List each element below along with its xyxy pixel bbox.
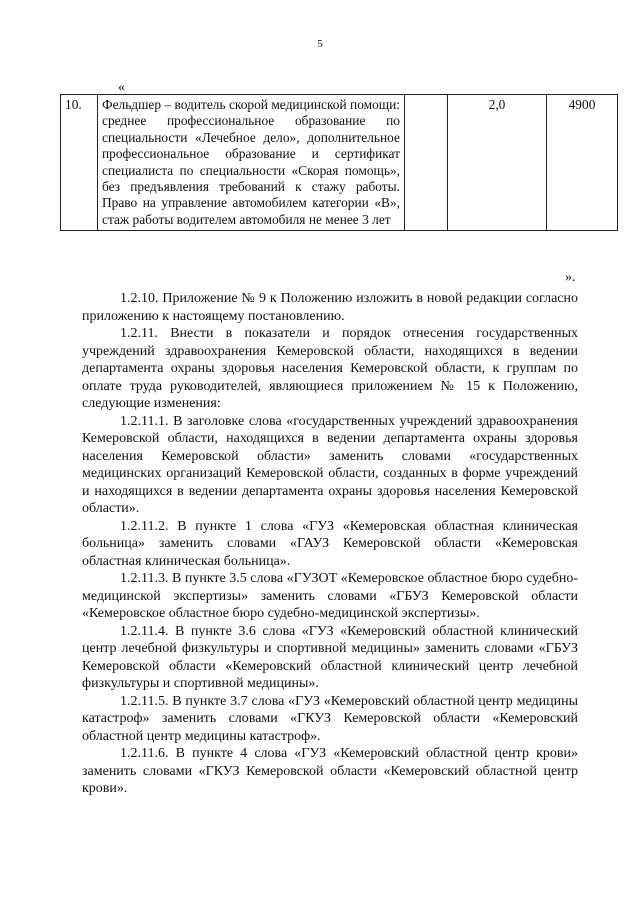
document-body — [82, 290, 578, 798]
paragraph-1-2-10: 1.2.10. Приложение № 9 к Положению изложить в новой редакции согласно приложению к настоящему постановлению. — [82, 291, 578, 324]
position-description-cell: Фельдшер – водитель скорой медицинской помощи: среднее профессиональное образование по специальности «Лечебное дело», дополнительное профессиональное образование и сертификат специалиста по специальности «Скорая помощь», без предъявления требований к стажу работы. Право на управление автомобилем категории «В», стаж работы водителем автомобиля не менее 3 лет — [98, 95, 405, 231]
salary-cell: 4900 — [547, 95, 618, 231]
paragraph-1-2-11-4: 1.2.11.4. В пункте 3.6 слова «ГУЗ «Кемеровский областной клинический центр лечебной физкультуры и спортивной медицины» заменить словами «ГБУЗ Кемеровской области «Кемеровский областной клинический центр лечебной физкультуры и спортивной медицины». — [82, 623, 578, 691]
empty-cell — [405, 95, 448, 231]
table-row — [61, 95, 618, 231]
paragraph-1-2-11-6: 1.2.11.6. В пункте 4 слова «ГУЗ «Кемеровский областной центр крови» заменить словами «ГКУЗ Кемеровской области «Кемеровский областной центр крови». — [82, 746, 578, 796]
paragraph-1-2-11-2: 1.2.11.2. В пункте 1 слова «ГУЗ «Кемеровская областная клиническая больница» заменить словами «ГАУЗ Кемеровской области «Кемеровская областная клиническая больница». — [82, 518, 578, 569]
qualification-table — [60, 94, 618, 231]
row-number-cell: 10. — [61, 95, 98, 231]
paragraph-1-2-11: 1.2.11. Внести в показатели и порядок отнесения государственных учреждений здравоохранения Кемеровской области, находящихся в ведении департамента охраны здоровья населения Кемеровской области, к группам по оплате труда руководителей, являющиеся приложением № 15 к Положению, следующие изменения: — [82, 326, 578, 411]
coefficient-cell: 2,0 — [448, 95, 547, 231]
page-number: 5 — [317, 38, 323, 50]
closing-quote-mark: ». — [565, 270, 576, 285]
paragraph-1-2-11-3: 1.2.11.3. В пункте 3.5 слова «ГУЗОТ «Кемеровское областное бюро судебно-медицинской экспертизы» заменить словами «ГБУЗ Кемеровской области «Кемеровское областное бюро судебно-медицинской экспертизы». — [82, 571, 578, 621]
paragraph-1-2-11-5: 1.2.11.5. В пункте 3.7 слова «ГУЗ «Кемеровский областной центр медицины катастроф» заменить словами «ГКУЗ Кемеровской области «Кемеровский областной центр медицины катастроф». — [82, 693, 578, 744]
opening-quote-mark: « — [118, 80, 125, 95]
paragraph-1-2-11-1: 1.2.11.1. В заголовке слова «государственных учреждений здравоохранения Кемеровской области, находящихся в ведении департамента охраны здоровья населения Кемеровской области» заменить словами «государственных медицинских организаций Кемеровской области, созданных в форме учреждений и находящихся в ведении департамента охраны здоровья населения Кемеровской области». — [82, 413, 578, 516]
